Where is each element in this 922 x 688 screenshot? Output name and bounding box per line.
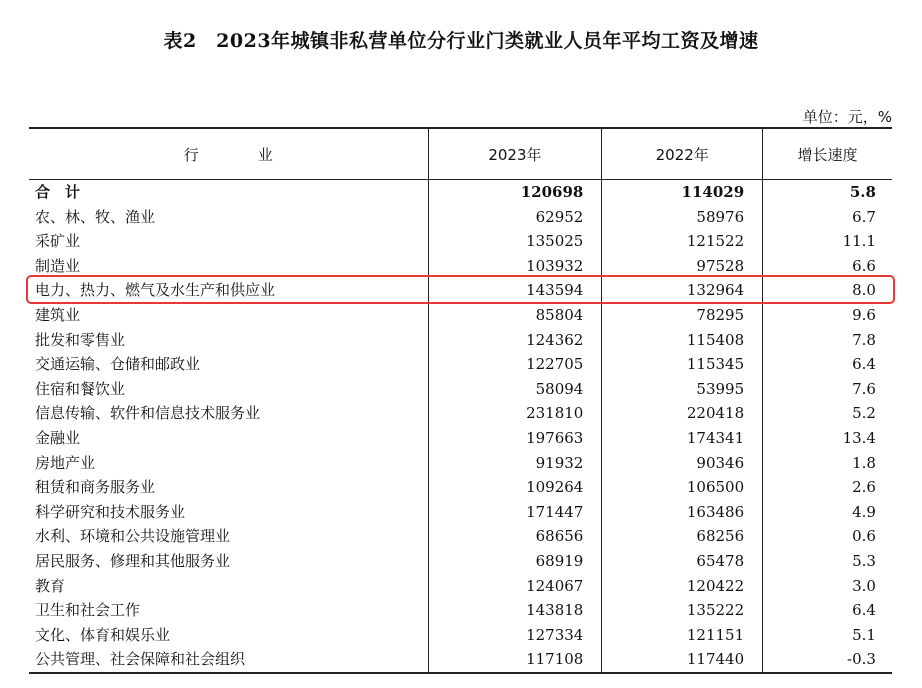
- header-2023: 2023年: [428, 129, 602, 179]
- cell-industry: 教育: [35, 576, 66, 595]
- cell-2022: 174341: [686, 428, 745, 447]
- cell-2023: 143818: [526, 601, 584, 620]
- cell-industry: 批发和零售业: [35, 330, 126, 349]
- cell-2023: 91932: [535, 453, 584, 472]
- cell-growth: 2.6: [852, 478, 876, 497]
- cell-industry: 合 计: [35, 183, 81, 201]
- cell-industry: 房地产业: [35, 453, 96, 472]
- cell-2022: 78295: [696, 305, 745, 324]
- cell-2023: 122705: [526, 355, 584, 374]
- cell-2023: 109264: [526, 478, 584, 497]
- cell-growth: 11.1: [842, 232, 876, 251]
- cell-2022: 114029: [681, 183, 745, 201]
- cell-industry: 制造业: [35, 256, 81, 275]
- cell-growth: -0.3: [847, 650, 876, 669]
- cell-2022: 220418: [686, 404, 745, 423]
- cell-industry: 金融业: [35, 428, 81, 447]
- cell-2023: 124067: [526, 576, 584, 595]
- cell-industry: 居民服务、修理和其他服务业: [35, 551, 231, 570]
- cell-growth: 0.6: [852, 527, 876, 546]
- cell-growth: 5.1: [852, 625, 876, 644]
- cell-growth: 6.4: [852, 355, 876, 374]
- cell-industry: 文化、体育和娱乐业: [35, 625, 171, 644]
- cell-2023: 231810: [526, 404, 584, 423]
- cell-industry: 电力、热力、燃气及水生产和供应业: [35, 281, 276, 300]
- cell-growth: 5.8: [849, 183, 876, 201]
- cell-2023: 85804: [535, 305, 584, 324]
- cell-growth: 4.9: [852, 502, 876, 521]
- cell-growth: 7.6: [852, 379, 876, 398]
- cell-2023: 143594: [526, 281, 584, 300]
- cell-growth: 13.4: [842, 428, 876, 447]
- cell-2023: 124362: [526, 330, 584, 349]
- column-2023: [428, 180, 602, 672]
- cell-2023: 103932: [526, 256, 584, 275]
- cell-growth: 8.0: [852, 281, 876, 300]
- cell-industry: 科学研究和技术服务业: [35, 502, 186, 521]
- cell-2022: 65478: [696, 551, 745, 570]
- cell-2022: 135222: [686, 601, 745, 620]
- cell-2022: 163486: [686, 502, 745, 521]
- table-body: [29, 180, 892, 672]
- unit-label: 单位：元，%: [802, 108, 892, 126]
- column-industry: [29, 180, 428, 672]
- cell-2023: 197663: [526, 428, 584, 447]
- cell-2022: 121522: [686, 232, 745, 251]
- cell-growth: 9.6: [852, 305, 876, 324]
- cell-2022: 120422: [686, 576, 745, 595]
- cell-2023: 171447: [526, 502, 584, 521]
- cell-2023: 58094: [535, 379, 584, 398]
- cell-2023: 127334: [526, 625, 584, 644]
- cell-growth: 6.6: [852, 256, 876, 275]
- cell-industry: 卫生和社会工作: [35, 601, 141, 620]
- cell-growth: 6.4: [852, 601, 876, 620]
- cell-industry: 信息传输、软件和信息技术服务业: [35, 404, 261, 423]
- cell-industry: 建筑业: [35, 305, 81, 324]
- cell-2022: 53995: [696, 379, 745, 398]
- header-growth: 增长速度: [762, 129, 892, 179]
- cell-2022: 97528: [696, 256, 745, 275]
- cell-2022: 115408: [686, 330, 745, 349]
- cell-2022: 90346: [696, 453, 745, 472]
- cell-2023: 120698: [520, 183, 584, 201]
- wage-table: [29, 127, 892, 674]
- column-2022: [601, 180, 762, 672]
- cell-2023: 135025: [526, 232, 584, 251]
- cell-growth: 5.2: [852, 404, 876, 423]
- cell-industry: 水利、环境和公共设施管理业: [35, 527, 231, 546]
- cell-growth: 7.8: [852, 330, 876, 349]
- cell-2022: 117440: [686, 650, 745, 669]
- cell-industry: 交通运输、仓储和邮政业: [35, 355, 201, 374]
- cell-2022: 68256: [696, 527, 745, 546]
- cell-industry: 采矿业: [35, 232, 81, 251]
- cell-industry: 租赁和商务服务业: [35, 478, 156, 497]
- cell-2022: 121151: [686, 625, 745, 644]
- cell-growth: 1.8: [852, 453, 876, 472]
- header-2022: 2022年: [601, 129, 762, 179]
- cell-2023: 68656: [535, 527, 584, 546]
- cell-2023: 117108: [526, 650, 584, 669]
- header-industry-label: 行 业: [183, 145, 295, 164]
- cell-industry: 农、林、牧、渔业: [35, 207, 156, 226]
- cell-2022: 115345: [686, 355, 745, 374]
- cell-2022: 58976: [696, 207, 745, 226]
- cell-growth: 5.3: [852, 551, 876, 570]
- cell-growth: 6.7: [852, 207, 876, 226]
- cell-growth: 3.0: [852, 576, 876, 595]
- cell-2023: 68919: [535, 551, 584, 570]
- cell-2022: 106500: [686, 478, 745, 497]
- cell-industry: 住宿和餐饮业: [35, 379, 126, 398]
- cell-industry: 公共管理、社会保障和社会组织: [35, 650, 246, 669]
- table-header-row: [29, 129, 892, 180]
- column-growth: [762, 180, 892, 672]
- cell-2023: 62952: [535, 207, 584, 226]
- table-title: 表2 2023年城镇非私营单位分行业门类就业人员年平均工资及增速: [163, 30, 759, 52]
- cell-2022: 132964: [686, 281, 745, 300]
- header-industry: [29, 129, 428, 179]
